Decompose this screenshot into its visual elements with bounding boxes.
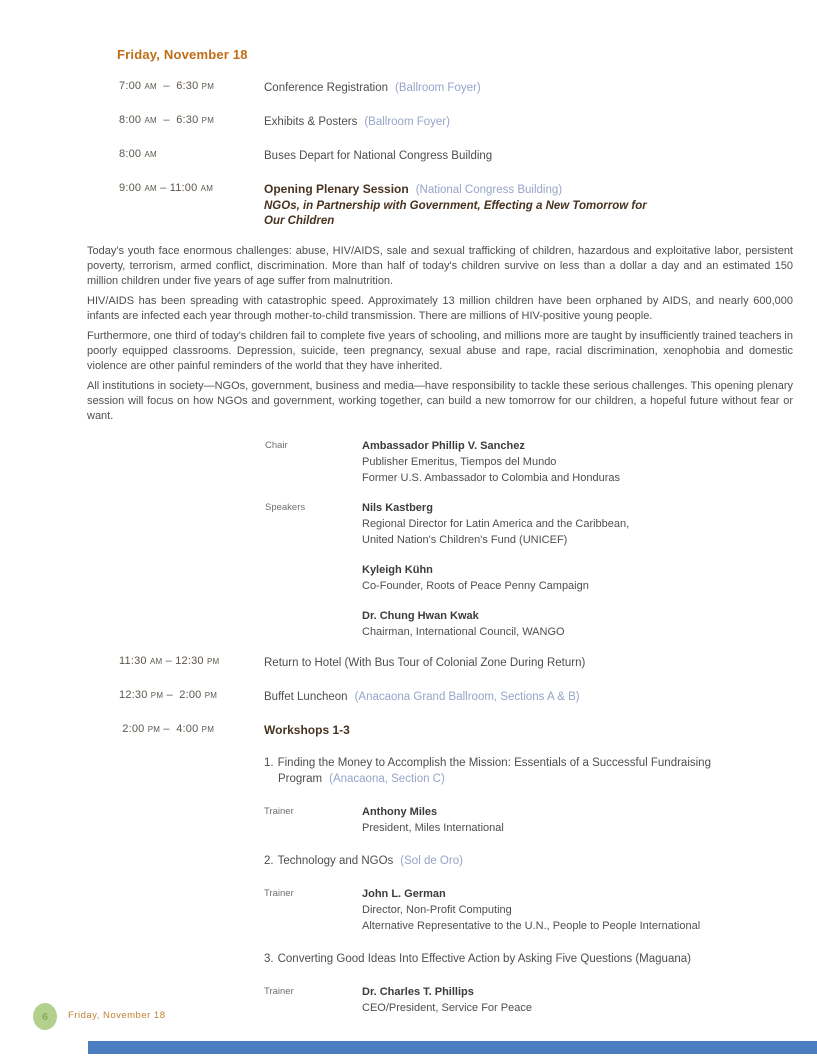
- event-time: 7:00 am – 6:30 pm: [119, 80, 215, 92]
- person-block: [362, 804, 504, 836]
- person-block: [362, 886, 700, 934]
- person-title: Publisher Emeritus, Tiempos del Mundo: [362, 456, 557, 468]
- trainer-row: [264, 804, 792, 836]
- event-location: (Ballroom Foyer): [364, 116, 450, 128]
- chair-row: [265, 438, 817, 486]
- trainer-name: Dr. Charles T. Phillips: [362, 986, 474, 998]
- event-title: Conference Registration: [264, 82, 389, 94]
- speaker-list: [362, 500, 629, 640]
- event-time: 2:00 pm – 4:00 pm: [119, 723, 215, 735]
- person-block: [362, 438, 620, 486]
- event-time: 12:30 pm – 2:00 pm: [119, 689, 218, 701]
- schedule-row: [119, 688, 817, 705]
- event-cell: [264, 654, 756, 671]
- person-block: [362, 562, 629, 594]
- role-label: Speakers: [265, 502, 306, 513]
- person-name: Ambassador Phillip V. Sanchez: [362, 440, 525, 452]
- workshop-number: 1.: [264, 757, 274, 769]
- person-title: United Nation's Children's Fund (UNICEF): [362, 534, 568, 546]
- workshop-title: [264, 853, 794, 869]
- event-title: Exhibits & Posters: [264, 116, 358, 128]
- role-label: Trainer: [264, 806, 294, 817]
- event-title: Buffet Luncheon: [264, 691, 348, 703]
- plenary-people: [0, 438, 817, 640]
- trainer-name: Anthony Miles: [362, 806, 438, 818]
- workshop-title: [264, 755, 794, 787]
- person-title: Chairman, International Council, WANGO: [362, 626, 565, 638]
- person-name: Nils Kastberg: [362, 502, 433, 514]
- person-block: [362, 608, 629, 640]
- footer-accent-bar: [88, 1041, 817, 1054]
- intro-paragraph: HIV/AIDS has been spreading with catastrophic speed. Approximately 13 million children have been orphaned by AIDS, and nearly 600,000 infants are infected each year through mother-to-child transmission. There are millions of HIV-positive young people.: [87, 295, 793, 322]
- person-title: Former U.S. Ambassador to Colombia and Honduras: [362, 472, 621, 484]
- speakers-row: [265, 500, 817, 640]
- schedule-row: [119, 147, 817, 164]
- schedule-row: [119, 654, 817, 671]
- workshop-title: [264, 951, 794, 967]
- event-time: 8:00 am: [119, 148, 157, 160]
- plenary-description: [0, 244, 817, 424]
- event-cell: [264, 147, 756, 164]
- person-name: Kyleigh Kühn: [362, 564, 433, 576]
- trainer-title: Director, Non-Profit Computing: [362, 904, 512, 916]
- workshop-number: 2.: [264, 855, 274, 867]
- afternoon-schedule: [0, 654, 817, 738]
- workshop-location: (Sol de Oro): [400, 855, 463, 867]
- trainer-title: President, Miles International: [362, 822, 504, 834]
- event-location: (Ballroom Foyer): [395, 82, 481, 94]
- plenary-subtitle: NGOs, in Partnership with Government, Effecting a New Tomorrow for Our Children: [264, 200, 647, 227]
- event-title: Buses Depart for National Congress Building: [264, 150, 493, 162]
- footer-page-label: Friday, November 18: [68, 1010, 166, 1021]
- event-cell: [264, 181, 756, 229]
- event-cell: [264, 722, 756, 738]
- workshop-name: Converting Good Ideas Into Effective Action by Asking Five Questions (Maguana): [277, 953, 691, 965]
- event-cell: [264, 688, 756, 705]
- trainer-row: [264, 984, 792, 1016]
- person-title: Regional Director for Latin America and the Caribbean,: [362, 518, 630, 530]
- intro-paragraph: Today's youth face enormous challenges: abuse, HIV/AIDS, sale and sexual trafficking of children, hazardous and exploitative labor, persistent poverty, terrorism, armed conflict, discrimination. More than half of today's children survive on less than a dollar a day and an estimated 150 million children under five years of age suffer from malnutrition.: [87, 245, 793, 287]
- event-time: 8:00 am – 6:30 pm: [119, 114, 215, 126]
- person-name: Dr. Chung Hwan Kwak: [362, 610, 479, 622]
- workshop-name: Technology and NGOs: [277, 855, 394, 867]
- person-title: Co-Founder, Roots of Peace Penny Campaign: [362, 580, 589, 592]
- event-location: (National Congress Building): [415, 184, 563, 196]
- schedule-row: [119, 79, 817, 96]
- trainer-name: John L. German: [362, 888, 446, 900]
- schedule-row-workshops: [119, 722, 817, 738]
- workshop-number: 3.: [264, 953, 274, 965]
- event-title: Workshops 1-3: [264, 723, 350, 737]
- trainer-title: Alternative Representative to the U.N., People to People International: [362, 920, 701, 932]
- event-title: Opening Plenary Session: [264, 182, 409, 196]
- event-title: Return to Hotel (With Bus Tour of Colonial Zone During Return): [264, 657, 586, 669]
- event-time: 11:30 am – 12:30 pm: [119, 655, 220, 667]
- role-label: Chair: [265, 440, 288, 451]
- workshop-location: (Anacaona, Section C): [329, 773, 445, 785]
- intro-paragraph: Furthermore, one third of today's children fail to complete five years of schooling, and millions more are taught by insufficiently trained teachers in poorly equipped classrooms. Depression, suicide, teen pregnancy, sexual abuse and rape, racial discrimination, xenophobia and domestic violence are other painful reminders of the world that they have inherited.: [87, 330, 793, 372]
- event-time: 9:00 am – 11:00 am: [119, 182, 214, 194]
- role-label: Trainer: [264, 986, 294, 997]
- event-cell: [264, 79, 756, 96]
- event-cell: [264, 113, 756, 130]
- day-header: Friday, November 18: [117, 47, 248, 62]
- trainer-title: CEO/President, Service For Peace: [362, 1002, 532, 1014]
- schedule-row: [119, 113, 817, 130]
- workshop-name: Finding the Money to Accomplish the Mission: Essentials of a Successful Fundraising Program: [277, 757, 711, 785]
- event-location: (Anacaona Grand Ballroom, Sections A & B): [354, 691, 580, 703]
- page-number-badge: 6: [33, 1003, 57, 1030]
- schedule-row-plenary: [119, 181, 817, 229]
- trainer-row: [264, 886, 792, 934]
- workshops-section: [264, 755, 792, 1016]
- person-block: [362, 500, 629, 548]
- role-label: Trainer: [264, 888, 294, 899]
- person-block: [362, 984, 532, 1016]
- intro-paragraph: All institutions in society—NGOs, government, business and media—have responsibility to tackle these serious challenges. This opening plenary session will focus on how NGOs and government, working together, can build a new tomorrow for our children, a hopeful future without fear or want.: [87, 380, 793, 422]
